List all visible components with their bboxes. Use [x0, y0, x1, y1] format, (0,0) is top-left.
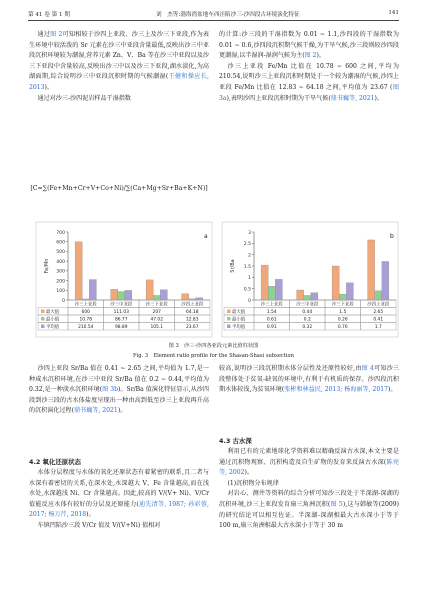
figure-link[interactable]: 图 2: [304, 52, 317, 60]
legend-label: 最大值: [46, 309, 60, 315]
legend-label: 最小值: [232, 317, 246, 323]
bar: [304, 295, 311, 300]
y-tick-label: 2.5: [243, 242, 251, 248]
figure-link[interactable]: 图 5: [330, 500, 343, 508]
y-tick-label: 0: [248, 298, 251, 304]
category-label: 沙三上亚段: [74, 302, 97, 308]
section-heading: 4.2 氧化还原状态: [29, 458, 81, 466]
section-heading: 4.3 古水深: [219, 437, 252, 445]
citation-link[interactable]: 鼎书巍等, 2021: [330, 94, 375, 102]
legend-label: 最小值: [46, 317, 60, 323]
data-value: 98.89: [114, 324, 128, 330]
bar: [153, 295, 160, 300]
formula: [C=∑(Fe+Mn+Cr+V+Co+Ni)/∑(Ca+Mg+Sr+Ba+K+N)]: [30, 185, 208, 192]
y-tick-label: 1: [248, 276, 251, 282]
figure-caption-en: Fig. 3 Element ratio profile for the Shasan-Shasi subsection: [132, 353, 295, 359]
y-tick-label: 0.5: [243, 287, 251, 293]
right-column-bottom-2: [219, 447, 399, 532]
bar: [75, 242, 82, 300]
y-tick-label: 3: [248, 230, 251, 236]
paragraph: 通过对沙三-沙四泥岩样品干湿指数: [37, 94, 131, 102]
legend-swatch: [41, 317, 45, 321]
bar: [346, 283, 353, 300]
page-number: 141: [388, 10, 399, 16]
data-value: 1.5: [339, 309, 347, 315]
figure-link[interactable]: 图 3a: [219, 83, 399, 102]
bar: [196, 298, 203, 300]
legend-label: 平均值: [46, 324, 60, 330]
journal-volume: 第 41 卷 第 1 期: [28, 12, 70, 18]
bar: [275, 279, 282, 300]
paragraph: 沙四上亚段 Sr/Ba 值在 0.41 ~ 2.65 之间,平均值为 1.7,是一种咸水沉积环境,在沙三中亚段 Sr/Ba 值在 0.2 ~ 0.44,平均值为 0.32,是一种淡水沉积环境(图 3b)。Sr/Ba 值演化特征显示,从沙四段到沙三段的古水体盐度呈现出一种由高到低至沙三上亚段再升高的沉积演化过程(鼎书巍等, 2021)。: [29, 365, 209, 415]
data-value: 64.18: [185, 309, 199, 315]
data-value: 12.83: [185, 317, 199, 323]
y-tick-label: 1.5: [243, 264, 251, 270]
panel-label: a: [204, 233, 208, 240]
panel-label: b: [390, 233, 394, 240]
legend-label: 最大值: [232, 309, 246, 315]
category-label: 沙三中亚段: [110, 302, 133, 308]
paragraph: 的计算:沙三段的干湿指数为 0.01 ~ 1.1,沙四段的干湿指数为 0.01 ~ 0.6,沙四段沉积期气候干燥,为干旱气候,沙三段则较沙四段更潮湿,以半湿润-湿润气候为主(图 2)。: [219, 31, 399, 60]
bar: [268, 286, 275, 300]
y-tick-label: 100: [56, 289, 65, 295]
right-column-bottom: [219, 364, 399, 396]
legend-swatch: [227, 310, 231, 314]
citation-link[interactable]: 王健和操应长, 2013: [29, 73, 209, 91]
data-value: 1.54: [266, 309, 277, 315]
data-value: 0.2: [303, 317, 311, 323]
bar: [160, 290, 167, 300]
paragraph: 对岩心、测井等资料的综合分析可知沙三段处于半深湖-深湖的沉积环境,沙三上亚段发育扇三角洲沉积(图 5),这与韩敏等(2009)的研究结论可以相互佐证。半深湖-深湖相最大古水深小于等于 100 m,扇三角洲相最大古水深小于等于 30 m: [219, 490, 399, 530]
data-value: 111.03: [113, 309, 129, 315]
paragraph: 利用已有的元素地球化学资料难以精确反演古水深,本文主要是通过沉积物观察、沉积构造及自生矿物的发育来反演古水深(陈亮等, 2002)。: [219, 448, 399, 477]
data-value: 0.32: [302, 324, 313, 330]
citation-link[interactable]: 鼎书巍等, 2021: [74, 407, 118, 415]
paragraph: 车镇凹陷沙三段 V/Cr 值及 V/(V+Ni) 值相对: [37, 521, 161, 529]
y-tick-label: 500: [56, 250, 65, 256]
data-value: 1.7: [374, 324, 382, 330]
y-tick-label: 2: [248, 253, 251, 259]
paragraph: 水体分层程度与水体的氧化还原状态有着紧密的联系,且二者与水深有着密切的关系,在深水处,水深越大 V、Fe 含量越高,而在浅水处,水深越浅 Ni、Cr 含量越高。因此,较高的 V/(V+ Ni)、V/Cr 值能反应水体有较好的分层及还原能力(迪先清等, 1987; 孙彩蓉, 2017; 杨万芹, 2018)。: [29, 469, 209, 519]
left-column-bottom-2: [29, 468, 209, 532]
paragraph: 较高,说明沙三段沉积期水体分层性及还原性较好,由图 4可知沙三段整体处于贫氧-缺氧的环境中,有利于有机质的保存。沙四段沉积期水体较浅,为贫氧环境(张彬和林益民, 2013; 杨海丽等, 2017)。: [219, 365, 400, 394]
citation-link[interactable]: 张彬和林益民, 2013; 杨海丽等, 2017: [284, 386, 388, 394]
category-label: 沙三中亚段: [296, 302, 319, 308]
category-label: 沙三下亚段: [145, 302, 168, 308]
data-value: 210.54: [78, 324, 94, 330]
legend-label: 平均值: [232, 324, 246, 330]
legend-swatch: [41, 310, 45, 314]
bar: [118, 292, 125, 300]
data-value: 600: [81, 309, 90, 315]
data-value: 0.41: [373, 317, 384, 323]
data-value: 86.77: [114, 317, 128, 323]
y-tick-label: 400: [56, 259, 65, 265]
figure-link[interactable]: 图 2: [50, 31, 63, 38]
legend-swatch: [227, 317, 231, 321]
legend-swatch: [227, 325, 231, 329]
citation-link[interactable]: 陈亮等, 2002: [219, 458, 399, 477]
y-axis-label: Fe/Mn: [44, 258, 50, 274]
figure-link[interactable]: 图 3b: [102, 386, 118, 394]
legend-swatch: [41, 325, 45, 329]
y-tick-label: 200: [56, 279, 65, 285]
category-label: 沙四上亚段: [367, 302, 390, 308]
y-axis-label: Sr/Ba: [230, 259, 236, 273]
bar: [375, 291, 382, 300]
data-value: 47.02: [150, 317, 164, 323]
paragraph: 通过图 2可知相较于沙四上亚段、沙三上及沙三下亚段,作为表生环境中较活泼的 Sr 元素在沙三中亚段含量最低,反映出沙三中亚段沉积环境较为潮湿,营养元素 Zn、V、Ba 等在沙三中亚段以及沙三下亚段中含量较高,反映出沙三中以及沙三下亚段,湖水淡化,为高湖面期,综合说明沙三中亚段沉积时期的气候潮湿(王健和操应长, 2013)。: [29, 31, 210, 91]
bar: [125, 290, 132, 300]
category-label: 沙三下亚段: [331, 302, 354, 308]
y-tick-label: 300: [56, 269, 65, 275]
bar: [332, 266, 339, 300]
running-title: 刘 杰等:渤海湾盆地车西洼陷沙三-沙四段古环境演化特征: [156, 12, 300, 18]
bar: [111, 289, 118, 300]
figure-caption-cn: 图 3 沙三-沙四各亚段元素比值柱状图: [168, 343, 259, 349]
bar: [339, 294, 346, 300]
category-label: 沙三上亚段: [260, 302, 283, 308]
data-value: 0.91: [266, 324, 277, 330]
bar: [311, 293, 318, 300]
citation-link[interactable]: 迪先清等, 1987; 孙彩蓉, 2017; 杨万芹, 2018: [29, 500, 209, 519]
paragraph: 沙三上亚段 Fe/Mn 比值在 10.78 ~ 600 之间,平均为 210.54,说明沙三上亚段沉积时期处于一个较为潮湿的气候,沙四上亚段 Fe/Mn 比值在 12.83 ~ 64.18 之间,平均值为 23.67 (图 3a),表明沙四上亚段沉积时期为干旱气候(鼎书巍等, 2021)。: [219, 62, 399, 102]
data-value: 0.76: [337, 324, 348, 330]
data-value: 2.65: [373, 309, 384, 315]
data-value: 0.44: [302, 309, 313, 315]
bar: [146, 280, 153, 300]
bar: [382, 261, 389, 300]
data-value: 10.78: [79, 317, 93, 323]
y-tick-label: 600: [56, 240, 65, 246]
bar: [368, 240, 375, 300]
bar: [261, 265, 268, 300]
y-tick-label: 700: [56, 230, 65, 236]
paragraph: (1)沉积物分布规律: [227, 479, 279, 487]
y-tick-label: 0: [62, 298, 65, 304]
category-label: 沙四上亚段: [181, 302, 204, 308]
left-column-bottom: [29, 364, 209, 417]
bar: [297, 290, 304, 300]
bar: [89, 280, 96, 300]
data-value: 23.67: [185, 324, 199, 330]
data-value: 207: [152, 309, 161, 315]
figure-link[interactable]: 图 4: [361, 365, 374, 372]
data-value: 105.1: [150, 324, 164, 330]
data-value: 0.61: [266, 317, 277, 323]
data-value: 0.26: [337, 317, 348, 323]
bar: [182, 294, 189, 300]
